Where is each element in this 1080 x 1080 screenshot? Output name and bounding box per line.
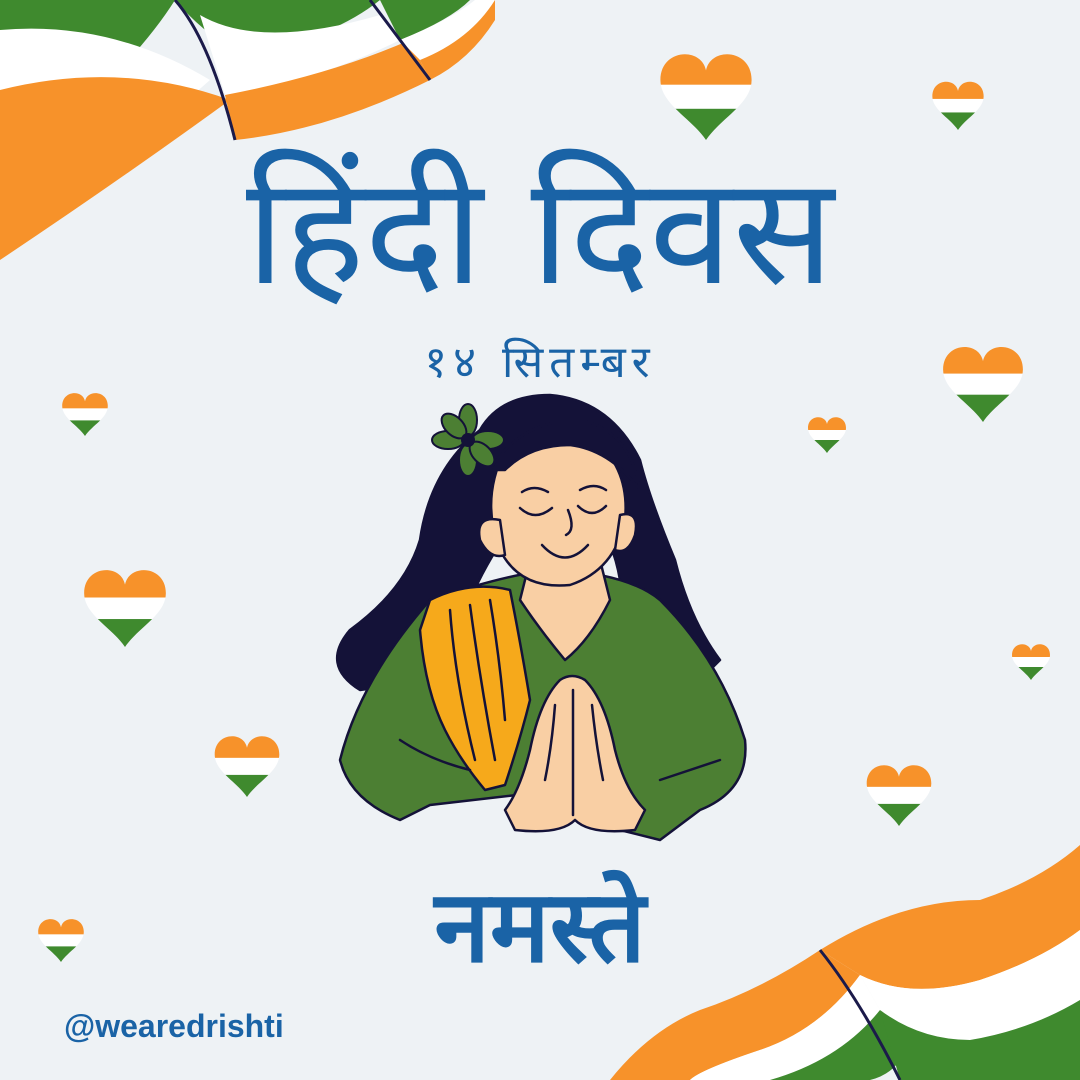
social-handle: @wearedrishti [64, 1008, 284, 1044]
poster-date: १४ सितम्बर [424, 337, 656, 388]
greeting-text: नमस्ते [434, 868, 646, 985]
poster-title: हिंदी दिवस [246, 145, 834, 319]
